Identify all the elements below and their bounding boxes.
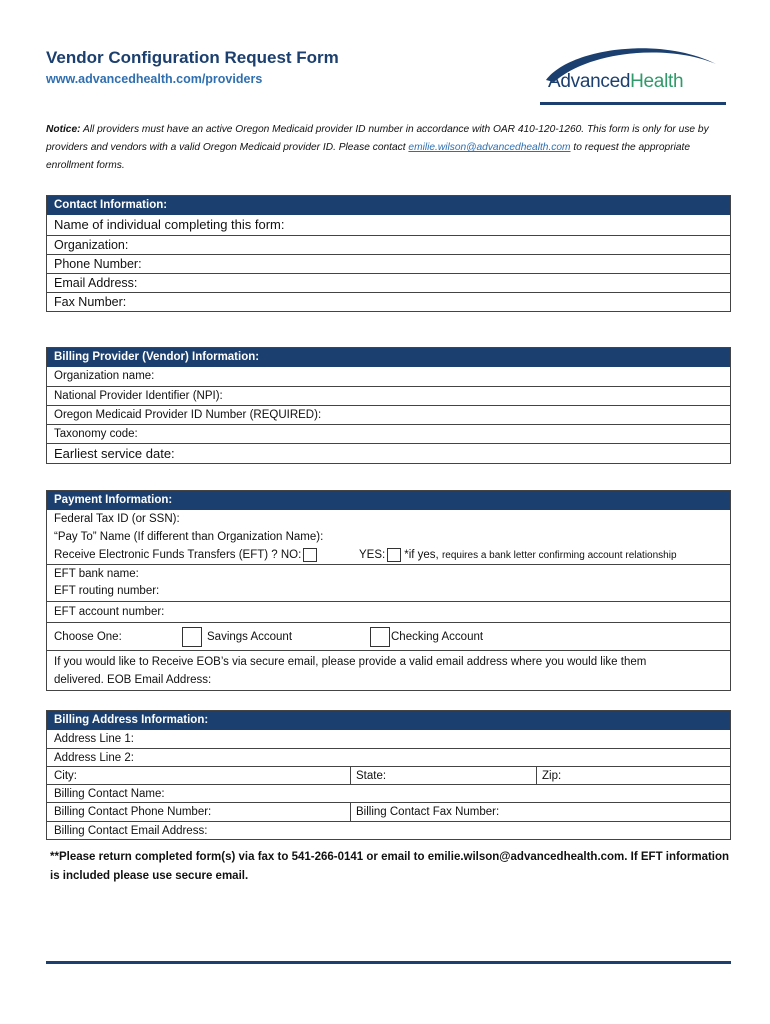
choose-one-label: Choose One: [54, 631, 122, 643]
fax-field[interactable]: Fax Number: [47, 292, 730, 311]
return-instructions: **Please return completed form(s) via fax to 541-266-0141 or email to emilie.wilson@advancedhealth.com. If EFT information is included please use secure email. [50, 851, 730, 882]
savings-checkbox[interactable] [182, 627, 202, 647]
bank-name-field[interactable]: EFT bank name: [47, 564, 730, 582]
email-field[interactable]: Email Address: [47, 273, 730, 292]
contact-fax-field[interactable]: Billing Contact Fax Number: [350, 803, 730, 821]
eft-yes-label: YES: [359, 549, 386, 561]
eft-question: Receive Electronic Funds Transfers (EFT) ? NO: [54, 549, 302, 561]
taxonomy-field[interactable]: Taxonomy code: [47, 424, 730, 443]
contact-email-link[interactable]: emilie.wilson@advancedhealth.com [408, 142, 571, 153]
zip-field[interactable]: Zip: [536, 767, 730, 784]
contact-phone-field[interactable]: Billing Contact Phone Number: [54, 806, 212, 818]
phone-field[interactable]: Phone Number: [47, 254, 730, 273]
eob-text-line-2: delivered. EOB Email Address: [54, 674, 212, 686]
name-field[interactable]: Name of individual completing this form: [54, 217, 285, 232]
org-name-field[interactable]: Organization name: [54, 370, 155, 382]
account-field[interactable]: EFT account number: [47, 601, 730, 622]
eob-email-field[interactable] [47, 650, 730, 690]
logo-text: AdvancedHealth [548, 71, 684, 92]
logo-underline [540, 102, 726, 105]
notice-paragraph: Notice: All providers must have an active Oregon Medicaid provider ID number in accordance with OAR 410-120-1260. This form is only for use by providers and vendors with a valid Oregon Medicaid provider ID. Please contact emilie.wilson@advancedhealth.com to request the appropriate enrollment forms. [46, 124, 709, 171]
npi-field[interactable]: National Provider Identifier (NPI): [47, 386, 730, 405]
eob-text-line-1: If you would like to Receive EOB’s via secure email, please provide a valid email address where you would like them [54, 656, 647, 668]
medicaid-id-field[interactable]: Oregon Medicaid Provider ID Number (REQUIRED): [47, 405, 730, 424]
eft-yes-group [359, 546, 677, 565]
savings-label: Savings Account [207, 631, 293, 643]
city-field[interactable]: City: [54, 770, 77, 782]
billing-address-heading: Billing Address Information: [47, 711, 730, 730]
tax-id-field[interactable]: Federal Tax ID (or SSN): [54, 513, 180, 525]
eft-row [47, 546, 730, 564]
page-title: Vendor Configuration Request Form [46, 48, 339, 67]
pay-to-field[interactable]: “Pay To” Name (If different than Organization Name): [54, 531, 324, 543]
billing-address-section [46, 710, 731, 840]
billing-provider-heading: Billing Provider (Vendor) Information: [47, 348, 730, 367]
checking-checkbox[interactable] [370, 627, 390, 647]
earliest-date-field[interactable]: Earliest service date: [47, 443, 730, 463]
billing-provider-section [46, 347, 731, 464]
checking-label: Checking Account [391, 631, 484, 643]
eft-no-checkbox[interactable] [303, 548, 317, 562]
contact-email-field[interactable]: Billing Contact Email Address: [47, 821, 730, 839]
organization-field[interactable]: Organization: [47, 235, 730, 254]
contact-phone-fax-row [47, 802, 730, 821]
providers-url[interactable]: www.advancedhealth.com/providers [46, 72, 263, 86]
contact-name-field[interactable]: Billing Contact Name: [47, 784, 730, 802]
footer-divider [46, 961, 731, 964]
address-line1-field[interactable]: Address Line 1: [54, 733, 134, 745]
contact-heading: Contact Information: [47, 196, 730, 215]
address-line2-field[interactable]: Address Line 2: [47, 748, 730, 766]
city-state-zip-row [47, 766, 730, 784]
routing-field[interactable]: EFT routing number: [54, 585, 160, 597]
eft-yes-note: *if yes, requires a bank letter confirming account relationship [404, 549, 677, 561]
advanced-health-logo [540, 38, 726, 108]
state-field[interactable]: State: [350, 767, 536, 784]
contact-section [46, 195, 731, 312]
eft-yes-checkbox[interactable] [387, 548, 401, 562]
payment-section [46, 490, 731, 691]
payment-heading: Payment Information: [47, 491, 730, 510]
account-type-row [47, 622, 730, 650]
